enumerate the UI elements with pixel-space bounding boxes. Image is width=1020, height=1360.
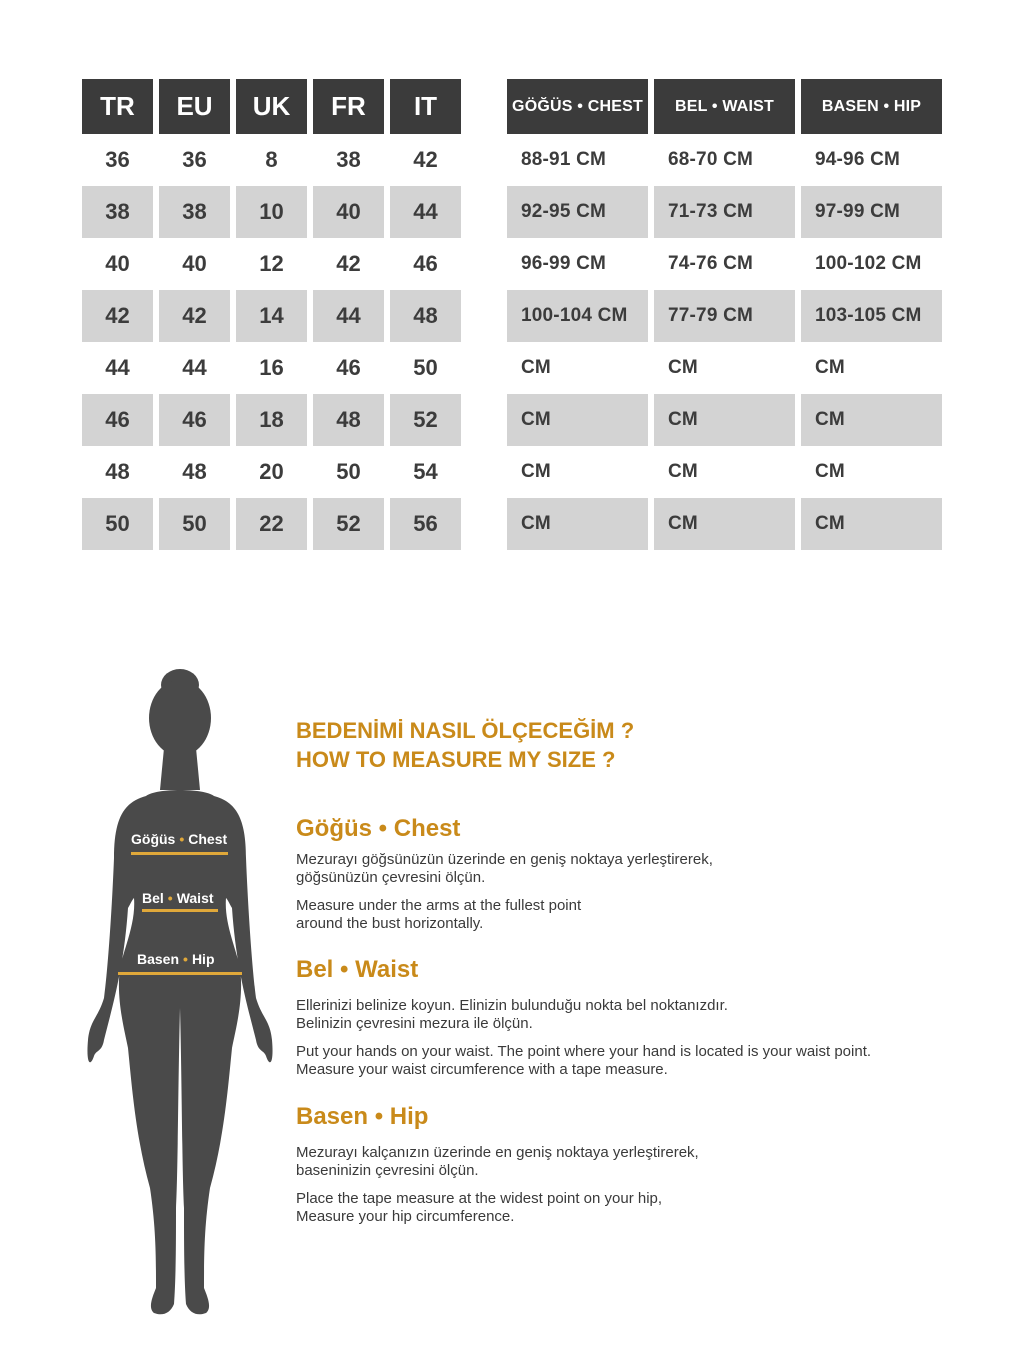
size-cell: 40 xyxy=(105,251,130,276)
size-cell: 38 xyxy=(82,186,153,238)
size-cell: 46 xyxy=(336,355,361,380)
size-cell: 22 xyxy=(236,498,307,550)
measure-cell: CM xyxy=(815,357,845,378)
guide-title-en: HOW TO MEASURE MY SIZE ? xyxy=(296,747,616,772)
size-cell: 46 xyxy=(413,251,438,276)
size-header-row xyxy=(82,79,461,134)
hip-heading: Basen • Hip xyxy=(296,1103,429,1130)
size-cell: 44 xyxy=(390,186,461,238)
measure-row xyxy=(507,238,942,290)
hip-en-line2: Measure your hip circumference. xyxy=(296,1207,515,1225)
measure-row xyxy=(507,342,942,394)
figure-waist-dot: • xyxy=(167,890,173,906)
measure-row xyxy=(507,498,942,550)
size-cell: 38 xyxy=(159,186,230,238)
header-waist: BEL • WAIST xyxy=(654,79,795,134)
size-cell: 42 xyxy=(159,290,230,342)
measure-cell: 71-73 CM xyxy=(654,186,795,238)
header-eu: EU xyxy=(159,79,230,134)
size-cell: 40 xyxy=(182,251,207,276)
size-cell: 42 xyxy=(336,251,361,276)
size-cell: 8 xyxy=(265,147,278,172)
size-cell: 52 xyxy=(313,498,384,550)
figure-waist-tr: Bel xyxy=(142,890,164,906)
size-cell: 48 xyxy=(390,290,461,342)
header-it: IT xyxy=(390,79,461,134)
measure-cell: 68-70 CM xyxy=(668,149,754,170)
size-cell: 48 xyxy=(105,459,130,484)
size-cell: 48 xyxy=(313,394,384,446)
waist-heading: Bel • Waist xyxy=(296,956,419,983)
measure-cell: CM xyxy=(654,394,795,446)
measure-header-row xyxy=(507,79,942,134)
figure-chest-label xyxy=(131,831,227,847)
chest-measure-line xyxy=(131,852,228,855)
measure-cell: CM xyxy=(668,461,698,482)
header-hip: BASEN • HIP xyxy=(801,79,942,134)
size-cell: 10 xyxy=(236,186,307,238)
size-cell: 18 xyxy=(236,394,307,446)
measuring-guide xyxy=(296,716,986,1225)
measure-cell: 94-96 CM xyxy=(815,149,901,170)
measure-cell: CM xyxy=(654,498,795,550)
measure-cell: 92-95 CM xyxy=(507,186,648,238)
measure-cell: 103-105 CM xyxy=(801,290,942,342)
measure-cell: 100-102 CM xyxy=(815,253,922,274)
figure-waist-label xyxy=(142,890,214,906)
size-cell: 44 xyxy=(105,355,130,380)
size-cell: 50 xyxy=(82,498,153,550)
measure-cell: 96-99 CM xyxy=(521,253,607,274)
size-cell: 36 xyxy=(182,147,207,172)
chest-tr-line2: göğsünüzün çevresini ölçün. xyxy=(296,868,486,886)
chest-section xyxy=(296,814,986,932)
size-row xyxy=(82,238,461,290)
figure-hip-label xyxy=(137,951,215,967)
size-cell: 48 xyxy=(182,459,207,484)
size-row xyxy=(82,186,461,238)
size-cell: 56 xyxy=(390,498,461,550)
measure-cell: CM xyxy=(507,498,648,550)
header-fr: FR xyxy=(313,79,384,134)
size-cell: 16 xyxy=(259,355,284,380)
measure-cell: CM xyxy=(815,461,845,482)
waist-section xyxy=(296,955,986,1078)
size-cell: 14 xyxy=(236,290,307,342)
figure-chest-en: Chest xyxy=(188,831,228,847)
size-cell: 38 xyxy=(336,147,361,172)
size-row xyxy=(82,446,461,498)
guide-title-tr: BEDENİMİ NASIL ÖLÇECEĞİM ? xyxy=(296,718,635,743)
body-silhouette xyxy=(86,668,276,1320)
size-cell: 42 xyxy=(413,147,438,172)
size-row xyxy=(82,342,461,394)
header-chest: GÖĞÜS • CHEST xyxy=(507,79,648,134)
size-cell: 20 xyxy=(259,459,284,484)
figure-chest-dot: • xyxy=(179,831,185,847)
hip-measure-line xyxy=(118,972,242,975)
size-cell: 50 xyxy=(413,355,438,380)
measure-row xyxy=(507,290,942,342)
size-cell: 40 xyxy=(313,186,384,238)
size-cell: 44 xyxy=(182,355,207,380)
measure-cell: CM xyxy=(521,357,551,378)
chest-en-line2: around the bust horizontally. xyxy=(296,914,484,932)
hip-tr-line1: Mezurayı kalçanızın üzerinde en geniş noktaya yerleştirerek, xyxy=(296,1144,699,1161)
figure-chest-tr: Göğüs xyxy=(131,831,176,847)
waist-en-line2: Measure your waist circumference with a tape measure. xyxy=(296,1060,668,1078)
measure-row xyxy=(507,394,942,446)
measure-cell: CM xyxy=(801,498,942,550)
hip-section xyxy=(296,1102,986,1225)
measure-cell: 88-91 CM xyxy=(521,149,607,170)
size-cell: 46 xyxy=(159,394,230,446)
hip-tr-line2: baseninizin çevresini ölçün. xyxy=(296,1161,479,1179)
measure-cell: 97-99 CM xyxy=(801,186,942,238)
size-row xyxy=(82,134,461,186)
size-cell: 36 xyxy=(105,147,130,172)
size-cell: 42 xyxy=(82,290,153,342)
size-cell: 50 xyxy=(336,459,361,484)
figure-hip-dot: • xyxy=(183,951,188,967)
waist-en-line1: Put your hands on your waist. The point where your hand is located is your waist point. xyxy=(296,1043,872,1060)
chest-tr-line1: Mezurayı göğsünüzün üzerinde en geniş noktaya yerleştirerek, xyxy=(296,851,713,868)
measure-cell: CM xyxy=(668,357,698,378)
figure-waist-en: Waist xyxy=(176,890,214,906)
measure-cell: 77-79 CM xyxy=(654,290,795,342)
figure-hip-en: Hip xyxy=(191,951,215,967)
size-cell: 54 xyxy=(413,459,438,484)
chest-en-line1: Measure under the arms at the fullest point xyxy=(296,897,582,914)
waist-tr-line2: Belinizin çevresini mezura ile ölçün. xyxy=(296,1014,533,1032)
waist-measure-line xyxy=(142,909,218,912)
measure-row xyxy=(507,446,942,498)
measure-row xyxy=(507,186,942,238)
size-table xyxy=(82,79,461,550)
header-uk: UK xyxy=(236,79,307,134)
size-cell: 50 xyxy=(159,498,230,550)
figure-hip-tr: Basen xyxy=(137,951,180,967)
size-cell: 52 xyxy=(390,394,461,446)
measure-cell: 100-104 CM xyxy=(507,290,648,342)
header-tr: TR xyxy=(82,79,153,134)
size-row xyxy=(82,498,461,550)
measure-cell: CM xyxy=(801,394,942,446)
chest-heading: Göğüs • Chest xyxy=(296,815,461,842)
measure-row xyxy=(507,134,942,186)
size-row xyxy=(82,394,461,446)
measure-cell: CM xyxy=(521,461,551,482)
size-cell: 12 xyxy=(259,251,284,276)
measure-cell: CM xyxy=(507,394,648,446)
size-cell: 44 xyxy=(313,290,384,342)
woman-silhouette-icon xyxy=(86,668,276,1320)
size-cell: 46 xyxy=(82,394,153,446)
measure-cell: 74-76 CM xyxy=(668,253,754,274)
measurement-table xyxy=(507,79,942,550)
size-row xyxy=(82,290,461,342)
waist-tr-line1: Ellerinizi belinize koyun. Elinizin bulunduğu nokta bel noktanızdır. xyxy=(296,997,728,1014)
hip-en-line1: Place the tape measure at the widest point on your hip, xyxy=(296,1190,663,1207)
